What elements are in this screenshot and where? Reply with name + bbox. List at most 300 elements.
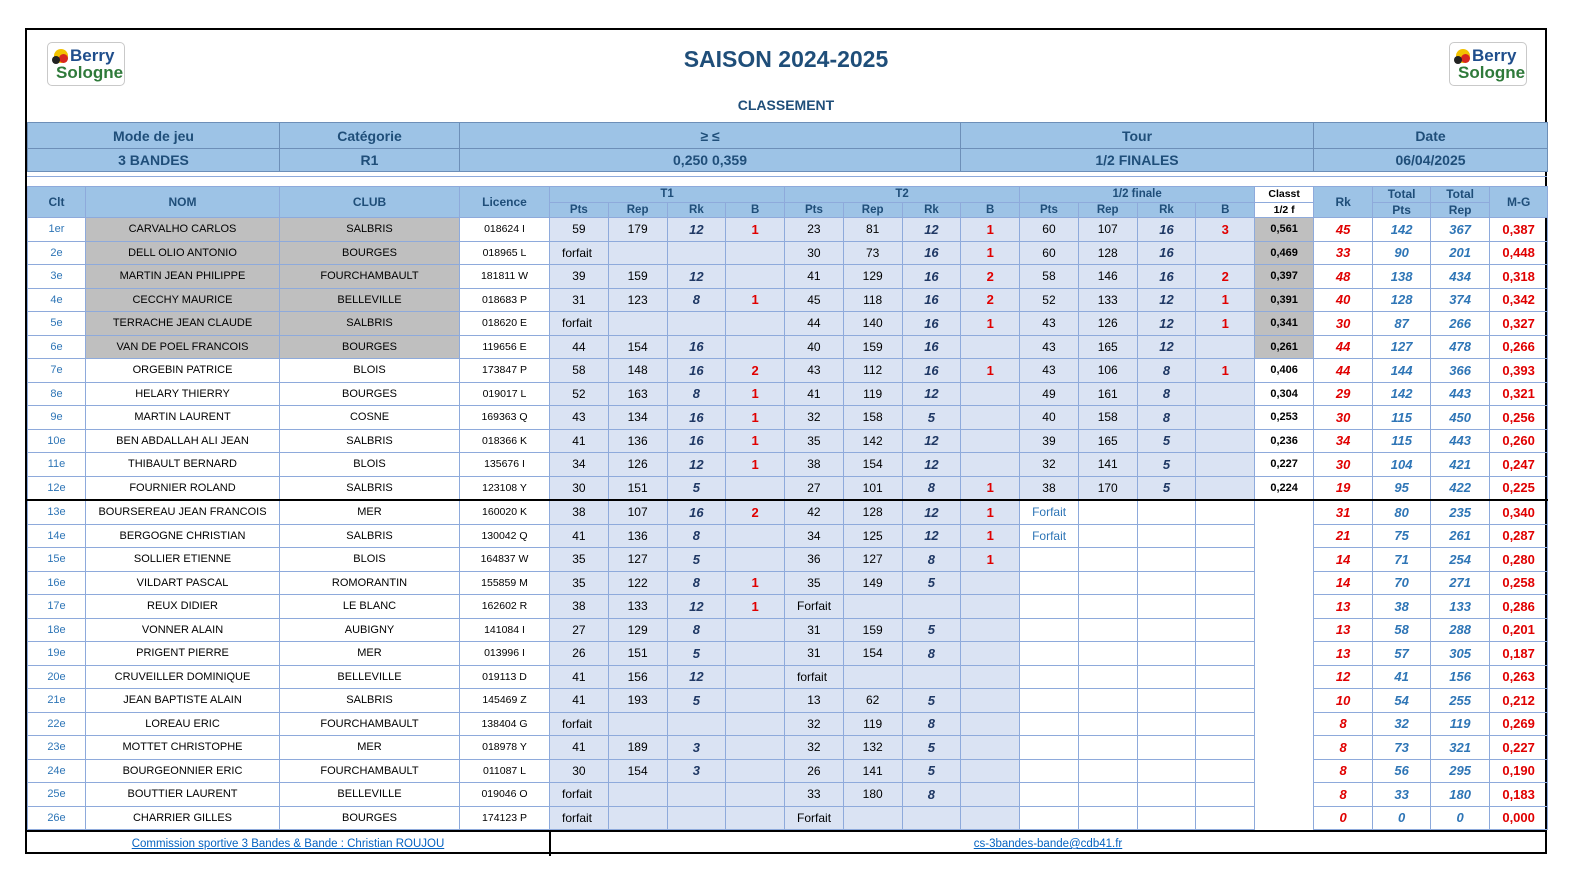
rank-cell: 22e xyxy=(28,712,86,736)
t2-pts-cell: 30 xyxy=(785,241,844,265)
col-nom: NOM xyxy=(86,187,280,218)
club-cell: MER xyxy=(280,500,460,524)
total-rep-cell: 421 xyxy=(1431,453,1490,477)
club-cell: SALBRIS xyxy=(280,429,460,453)
t2-rep-cell: 81 xyxy=(843,218,902,242)
player-name-cell: CARVALHO CARLOS xyxy=(86,218,280,242)
t2-rk-cell: 8 xyxy=(902,783,961,807)
rank-cell: 14e xyxy=(28,524,86,548)
t1-rep-cell: 129 xyxy=(608,618,667,642)
t1-rk-cell: 16 xyxy=(667,359,726,383)
classt-cell xyxy=(1255,806,1314,830)
total-pts-cell: 73 xyxy=(1373,736,1431,760)
t2-pts-cell: 40 xyxy=(785,335,844,359)
h-pts-cell xyxy=(1020,712,1079,736)
t2-b-cell xyxy=(961,429,1020,453)
t2-b-cell xyxy=(961,806,1020,830)
season-rk-cell: 8 xyxy=(1314,736,1373,760)
licence-cell: 119656 E xyxy=(460,335,550,359)
h-rep-cell xyxy=(1078,500,1137,524)
h-rep-cell xyxy=(1078,665,1137,689)
h-pts-cell: Forfait xyxy=(1020,500,1079,524)
season-rk-cell: 30 xyxy=(1314,312,1373,336)
t1-pts-cell: 30 xyxy=(550,476,609,500)
t1-b-cell xyxy=(726,335,785,359)
licence-cell: 141084 I xyxy=(460,618,550,642)
t1-pts-cell: 30 xyxy=(550,759,609,783)
t1-b-cell xyxy=(726,241,785,265)
total-pts-cell: 142 xyxy=(1373,218,1431,242)
t2-b-cell xyxy=(961,595,1020,619)
col-rk: Rk xyxy=(1314,187,1373,218)
h-pts-cell: 40 xyxy=(1020,406,1079,430)
h-rk-cell xyxy=(1137,665,1196,689)
club-cell: LE BLANC xyxy=(280,595,460,619)
t2-b-cell xyxy=(961,453,1020,477)
licence-cell: 138404 G xyxy=(460,712,550,736)
classt-cell: 0,397 xyxy=(1255,265,1314,289)
t1-pts-cell: 35 xyxy=(550,571,609,595)
t1-rep-cell: 126 xyxy=(608,453,667,477)
table-row xyxy=(28,689,1548,713)
t1-rep-cell: 123 xyxy=(608,288,667,312)
h-rk-cell xyxy=(1137,712,1196,736)
t2-rep-cell: 159 xyxy=(843,618,902,642)
club-cell: SALBRIS xyxy=(280,524,460,548)
total-rep-cell: 478 xyxy=(1431,335,1490,359)
t2-rep-cell: 154 xyxy=(843,642,902,666)
t1-pts-cell: 52 xyxy=(550,382,609,406)
t2-b-cell xyxy=(961,382,1020,406)
mg-cell: 0,187 xyxy=(1490,642,1548,666)
t2-rk-cell: 12 xyxy=(902,453,961,477)
classt-cell xyxy=(1255,548,1314,572)
h-pts-cell: 60 xyxy=(1020,241,1079,265)
player-name-cell: SOLLIER ETIENNE xyxy=(86,548,280,572)
logo-text-berry: Berry xyxy=(70,46,115,65)
h-pts-cell xyxy=(1020,571,1079,595)
licence-cell: 130042 Q xyxy=(460,524,550,548)
classt-cell xyxy=(1255,642,1314,666)
club-cell: FOURCHAMBAULT xyxy=(280,759,460,783)
t2-b-cell: 1 xyxy=(961,548,1020,572)
t2-pts-cell: 43 xyxy=(785,359,844,383)
t1-pts-cell: forfait xyxy=(550,712,609,736)
t1-pts-cell: forfait xyxy=(550,241,609,265)
total-pts-cell: 75 xyxy=(1373,524,1431,548)
player-name-cell: TERRACHE JEAN CLAUDE xyxy=(86,312,280,336)
h-pts-cell: 38 xyxy=(1020,476,1079,500)
t2-rk-cell: 12 xyxy=(902,429,961,453)
season-rk-cell: 12 xyxy=(1314,665,1373,689)
t2-pts-cell: 44 xyxy=(785,312,844,336)
licence-cell: 018965 L xyxy=(460,241,550,265)
t1-b-cell xyxy=(726,783,785,807)
h-rep-cell xyxy=(1078,783,1137,807)
t1-pts-cell: 41 xyxy=(550,524,609,548)
t1-pts-cell: 41 xyxy=(550,429,609,453)
total-pts-cell: 95 xyxy=(1373,476,1431,500)
total-rep-cell: 288 xyxy=(1431,618,1490,642)
h-b-cell xyxy=(1196,335,1255,359)
h-pts-cell xyxy=(1020,689,1079,713)
t2-rep-cell: 125 xyxy=(843,524,902,548)
t2-b-cell: 1 xyxy=(961,359,1020,383)
sub-b: B xyxy=(961,202,1020,218)
h-b-cell xyxy=(1196,712,1255,736)
t2-b-cell xyxy=(961,618,1020,642)
t2-b-cell xyxy=(961,665,1020,689)
total-pts-cell: 41 xyxy=(1373,665,1431,689)
col-total-pts: Total xyxy=(1373,187,1431,203)
page-subtitle: CLASSEMENT xyxy=(737,97,835,113)
rank-cell: 3e xyxy=(28,265,86,289)
classt-cell xyxy=(1255,736,1314,760)
club-cell: MER xyxy=(280,736,460,760)
classt-cell xyxy=(1255,759,1314,783)
table-row xyxy=(28,265,1548,289)
t1-rk-cell: 16 xyxy=(667,429,726,453)
player-name-cell: HELARY THIERRY xyxy=(86,382,280,406)
classt-cell: 0,227 xyxy=(1255,453,1314,477)
t2-b-cell: 2 xyxy=(961,265,1020,289)
licence-cell: 173847 P xyxy=(460,359,550,383)
t1-b-cell: 1 xyxy=(726,406,785,430)
h-rk-cell xyxy=(1137,524,1196,548)
t2-pts-cell: Forfait xyxy=(785,595,844,619)
total-pts-cell: 104 xyxy=(1373,453,1431,477)
total-rep-cell: 254 xyxy=(1431,548,1490,572)
t2-rep-cell: 119 xyxy=(843,712,902,736)
t2-rk-cell: 5 xyxy=(902,618,961,642)
t2-pts-cell: 32 xyxy=(785,712,844,736)
total-rep-cell: 366 xyxy=(1431,359,1490,383)
player-name-cell: VILDART PASCAL xyxy=(86,571,280,595)
t1-rk-cell: 8 xyxy=(667,571,726,595)
player-name-cell: BOUTTIER LAURENT xyxy=(86,783,280,807)
h-b-cell xyxy=(1196,806,1255,830)
t1-rk-cell: 3 xyxy=(667,759,726,783)
classt-cell xyxy=(1255,783,1314,807)
season-rk-cell: 33 xyxy=(1314,241,1373,265)
season-rk-cell: 30 xyxy=(1314,453,1373,477)
table-row xyxy=(28,453,1548,477)
t2-rep-cell xyxy=(843,595,902,619)
club-cell: COSNE xyxy=(280,406,460,430)
h-b-cell: 3 xyxy=(1196,218,1255,242)
classt-cell xyxy=(1255,618,1314,642)
h-b-cell xyxy=(1196,382,1255,406)
t2-pts-cell: 32 xyxy=(785,406,844,430)
t2-pts-cell: 33 xyxy=(785,783,844,807)
classt-cell: 0,304 xyxy=(1255,382,1314,406)
t2-rep-cell: 140 xyxy=(843,312,902,336)
t2-b-cell: 1 xyxy=(961,218,1020,242)
t1-pts-cell: forfait xyxy=(550,312,609,336)
footer xyxy=(27,830,1547,856)
h-b-cell xyxy=(1196,406,1255,430)
t1-b-cell xyxy=(726,759,785,783)
t2-rep-cell: 159 xyxy=(843,335,902,359)
h-rep-cell: 141 xyxy=(1078,453,1137,477)
total-pts-cell: 0 xyxy=(1373,806,1431,830)
t1-b-cell xyxy=(726,548,785,572)
mg-cell: 0,287 xyxy=(1490,524,1548,548)
rank-cell: 7e xyxy=(28,359,86,383)
player-name-cell: CECCHY MAURICE xyxy=(86,288,280,312)
t2-pts-cell: 26 xyxy=(785,759,844,783)
t2-b-cell xyxy=(961,689,1020,713)
mg-cell: 0,247 xyxy=(1490,453,1548,477)
t2-pts-cell: 27 xyxy=(785,476,844,500)
t2-rep-cell: 158 xyxy=(843,406,902,430)
season-rk-cell: 45 xyxy=(1314,218,1373,242)
h-rep-cell: 161 xyxy=(1078,382,1137,406)
licence-cell: 018683 P xyxy=(460,288,550,312)
h-pts-cell: 52 xyxy=(1020,288,1079,312)
rank-cell: 20e xyxy=(28,665,86,689)
club-cell: FOURCHAMBAULT xyxy=(280,265,460,289)
t2-rk-cell: 12 xyxy=(902,218,961,242)
h-rep-cell: 146 xyxy=(1078,265,1137,289)
total-pts-cell: 128 xyxy=(1373,288,1431,312)
t1-rk-cell: 5 xyxy=(667,642,726,666)
club-cell: SALBRIS xyxy=(280,476,460,500)
total-pts-cell: 142 xyxy=(1373,382,1431,406)
h-b-cell xyxy=(1196,571,1255,595)
classt-cell: 0,469 xyxy=(1255,241,1314,265)
t2-rep-cell: 129 xyxy=(843,265,902,289)
h-pts-cell xyxy=(1020,548,1079,572)
h-b-cell xyxy=(1196,642,1255,666)
mg-cell: 0,183 xyxy=(1490,783,1548,807)
total-rep-cell: 305 xyxy=(1431,642,1490,666)
player-name-cell: PRIGENT PIERRE xyxy=(86,642,280,666)
t2-rk-cell: 16 xyxy=(902,335,961,359)
table-row xyxy=(28,476,1548,500)
col-total-rep: Total xyxy=(1431,187,1490,203)
mg-cell: 0,227 xyxy=(1490,736,1548,760)
classt-cell xyxy=(1255,500,1314,524)
h-rep-cell xyxy=(1078,571,1137,595)
player-name-cell: REUX DIDIER xyxy=(86,595,280,619)
total-rep-cell: 255 xyxy=(1431,689,1490,713)
rank-cell: 16e xyxy=(28,571,86,595)
season-rk-cell: 8 xyxy=(1314,712,1373,736)
t2-rep-cell xyxy=(843,665,902,689)
t1-rep-cell: 156 xyxy=(608,665,667,689)
licence-cell: 018624 I xyxy=(460,218,550,242)
t1-rk-cell: 16 xyxy=(667,406,726,430)
t2-b-cell: 1 xyxy=(961,500,1020,524)
col-t1: T1 xyxy=(550,187,785,203)
h-rep-cell: 128 xyxy=(1078,241,1137,265)
rank-cell: 15e xyxy=(28,548,86,572)
t2-pts-cell: 35 xyxy=(785,571,844,595)
player-name-cell: BOURSEREAU JEAN FRANCOIS xyxy=(86,500,280,524)
t2-rep-cell: 118 xyxy=(843,288,902,312)
t2-pts-cell: Forfait xyxy=(785,806,844,830)
mode-label: Mode de jeu xyxy=(28,123,280,149)
h-rep-cell: 158 xyxy=(1078,406,1137,430)
t1-b-cell xyxy=(726,312,785,336)
h-rk-cell: 16 xyxy=(1137,241,1196,265)
t1-pts-cell: 39 xyxy=(550,265,609,289)
player-name-cell: LOREAU ERIC xyxy=(86,712,280,736)
t1-b-cell xyxy=(726,689,785,713)
total-rep-cell: 133 xyxy=(1431,595,1490,619)
t2-pts-cell: 42 xyxy=(785,500,844,524)
h-rep-cell: 126 xyxy=(1078,312,1137,336)
rank-cell: 5e xyxy=(28,312,86,336)
classt-cell xyxy=(1255,689,1314,713)
t1-pts-cell: 41 xyxy=(550,665,609,689)
h-rep-cell: 133 xyxy=(1078,288,1137,312)
round-label: Tour xyxy=(961,123,1314,149)
mg-cell: 0,280 xyxy=(1490,548,1548,572)
h-b-cell xyxy=(1196,500,1255,524)
h-pts-cell xyxy=(1020,642,1079,666)
club-cell: BOURGES xyxy=(280,382,460,406)
club-cell: BLOIS xyxy=(280,359,460,383)
t2-rk-cell: 8 xyxy=(902,476,961,500)
t2-rk-cell xyxy=(902,665,961,689)
t1-b-cell: 1 xyxy=(726,571,785,595)
classt-cell xyxy=(1255,524,1314,548)
t1-rep-cell xyxy=(608,312,667,336)
h-rk-cell xyxy=(1137,783,1196,807)
table-row xyxy=(28,500,1548,524)
total-rep-cell: 201 xyxy=(1431,241,1490,265)
rank-cell: 13e xyxy=(28,500,86,524)
competition-info-table xyxy=(27,122,1548,172)
mg-cell: 0,258 xyxy=(1490,571,1548,595)
table-row xyxy=(28,736,1548,760)
t1-b-cell xyxy=(726,476,785,500)
licence-cell: 174123 P xyxy=(460,806,550,830)
table-row xyxy=(28,759,1548,783)
t1-rep-cell: 122 xyxy=(608,571,667,595)
total-pts-cell: 115 xyxy=(1373,429,1431,453)
player-name-cell: VAN DE POEL FRANCOIS xyxy=(86,335,280,359)
t1-b-cell xyxy=(726,642,785,666)
commission-link[interactable]: Commission sportive 3 Bandes & Bande : Christian ROUJOU xyxy=(131,838,445,850)
t1-rep-cell: 148 xyxy=(608,359,667,383)
club-cell: SALBRIS xyxy=(280,312,460,336)
mg-cell: 0,263 xyxy=(1490,665,1548,689)
club-cell: SALBRIS xyxy=(280,689,460,713)
t1-rep-cell: 134 xyxy=(608,406,667,430)
t2-rk-cell: 5 xyxy=(902,759,961,783)
t1-pts-cell: forfait xyxy=(550,783,609,807)
table-row xyxy=(28,382,1548,406)
rank-cell: 23e xyxy=(28,736,86,760)
club-cell: FOURCHAMBAULT xyxy=(280,712,460,736)
t2-pts-cell: 36 xyxy=(785,548,844,572)
t2-rep-cell: 73 xyxy=(843,241,902,265)
rank-cell: 2e xyxy=(28,241,86,265)
club-cell: AUBIGNY xyxy=(280,618,460,642)
t1-rep-cell: 159 xyxy=(608,265,667,289)
t2-pts-cell: 41 xyxy=(785,265,844,289)
total-pts-cell: 87 xyxy=(1373,312,1431,336)
t1-rep-cell: 154 xyxy=(608,759,667,783)
t2-rep-cell: 112 xyxy=(843,359,902,383)
total-pts-cell: 58 xyxy=(1373,618,1431,642)
t1-rk-cell xyxy=(667,783,726,807)
classt-cell: 0,236 xyxy=(1255,429,1314,453)
t2-pts-cell: 34 xyxy=(785,524,844,548)
t2-rep-cell xyxy=(843,806,902,830)
classt-cell xyxy=(1255,712,1314,736)
player-name-cell: FOURNIER ROLAND xyxy=(86,476,280,500)
season-rk-cell: 13 xyxy=(1314,618,1373,642)
email-link[interactable]: cs-3bandes-bande@cdb41.fr xyxy=(973,838,1123,850)
h-b-cell xyxy=(1196,665,1255,689)
h-rep-cell xyxy=(1078,689,1137,713)
t2-rk-cell: 5 xyxy=(902,689,961,713)
table-row xyxy=(28,642,1548,666)
t2-b-cell: 1 xyxy=(961,524,1020,548)
table-row xyxy=(28,806,1548,830)
t2-b-cell xyxy=(961,642,1020,666)
h-b-cell xyxy=(1196,736,1255,760)
player-name-cell: THIBAULT BERNARD xyxy=(86,453,280,477)
mg-cell: 0,342 xyxy=(1490,288,1548,312)
t2-rk-cell: 12 xyxy=(902,524,961,548)
t1-pts-cell: 43 xyxy=(550,406,609,430)
h-pts-cell: 32 xyxy=(1020,453,1079,477)
h-rk-cell xyxy=(1137,642,1196,666)
col-t2: T2 xyxy=(785,187,1020,203)
t1-b-cell: 1 xyxy=(726,288,785,312)
t1-pts-cell: 35 xyxy=(550,548,609,572)
h-rep-cell xyxy=(1078,759,1137,783)
licence-cell: 013996 I xyxy=(460,642,550,666)
t2-pts-cell: 13 xyxy=(785,689,844,713)
t2-rep-cell: 149 xyxy=(843,571,902,595)
h-b-cell: 1 xyxy=(1196,288,1255,312)
h-rk-cell xyxy=(1137,548,1196,572)
licence-cell: 155859 M xyxy=(460,571,550,595)
h-b-cell xyxy=(1196,429,1255,453)
classt-cell: 0,253 xyxy=(1255,406,1314,430)
t2-b-cell: 1 xyxy=(961,312,1020,336)
rank-cell: 6e xyxy=(28,335,86,359)
t1-rep-cell: 127 xyxy=(608,548,667,572)
t1-rk-cell: 12 xyxy=(667,218,726,242)
h-pts-cell: 43 xyxy=(1020,312,1079,336)
mg-cell: 0,327 xyxy=(1490,312,1548,336)
t1-pts-cell: 41 xyxy=(550,736,609,760)
t2-rk-cell: 5 xyxy=(902,736,961,760)
club-cell: BOURGES xyxy=(280,241,460,265)
total-rep-cell: 374 xyxy=(1431,288,1490,312)
total-rep-cell: 156 xyxy=(1431,665,1490,689)
t2-b-cell: 1 xyxy=(961,476,1020,500)
total-pts-cell: 138 xyxy=(1373,265,1431,289)
rank-cell: 4e xyxy=(28,288,86,312)
t2-b-cell: 2 xyxy=(961,288,1020,312)
col-half-final: 1/2 finale xyxy=(1020,187,1255,203)
mg-cell: 0,000 xyxy=(1490,806,1548,830)
table-row xyxy=(28,312,1548,336)
page-title: SAISON 2024-2025 xyxy=(683,46,889,72)
t1-pts-cell: forfait xyxy=(550,806,609,830)
rank-cell: 17e xyxy=(28,595,86,619)
rank-cell: 8e xyxy=(28,382,86,406)
total-pts-cell: 54 xyxy=(1373,689,1431,713)
